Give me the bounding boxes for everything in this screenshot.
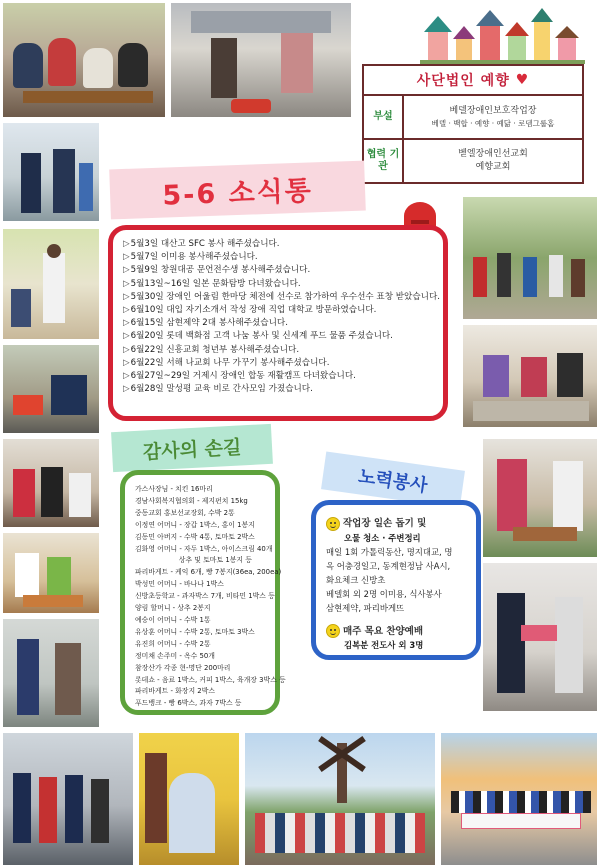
list-item: 김동민 아버지 - 수박 4통, 토마토 2박스 xyxy=(135,532,255,541)
photo-donation-ceremony xyxy=(482,562,598,712)
news-section-title: 5-6 소식통 xyxy=(109,161,366,220)
org-row-key: 부설 xyxy=(364,96,404,138)
list-item: 중동교회 홍보선교장회, 수박 2통 xyxy=(135,508,235,517)
news-list xyxy=(123,238,440,396)
volunteer-section xyxy=(326,515,470,615)
volunteer-line: 옥 어충경일고, 동계현정남 사A시, xyxy=(326,560,451,571)
photo-outdoor-trip xyxy=(462,196,598,320)
news-box xyxy=(108,225,448,421)
photo-indoor-meal xyxy=(2,438,100,528)
photo-cpr-training xyxy=(2,344,100,434)
list-item: 유상훈 어머니 - 수박 2통, 토마토 3박스 xyxy=(135,627,255,636)
list-item: 파리바게트 - 화장지 2박스 xyxy=(135,687,216,696)
smiley-icon xyxy=(326,624,340,638)
photo-workshop xyxy=(2,618,100,728)
list-item: 박성민 어머니 - 바나나 1박스 xyxy=(135,580,224,589)
volunteer-section-title: 노력봉사 xyxy=(321,451,465,508)
list-item: ▷5월7일 이미용 봉사해주셨습니다. xyxy=(123,252,258,263)
list-item: ▷6월22일 신흥교회 청년부 봉사해주셨습니다. xyxy=(123,344,300,355)
photo-work-table xyxy=(462,324,598,428)
list-item: 푸드뱅크 - 빵 6박스, 과자 7박스 등 xyxy=(135,699,242,708)
list-item: ▷6월15일 삼현제약 2대 봉사해주셨습니다. xyxy=(123,318,288,329)
organization-name: 사단법인 예향 xyxy=(416,73,510,89)
volunteer-line: 화요체크 신방초 xyxy=(326,574,386,585)
list-item: ▷6월22일 서해 나교회 나무 가꾸기 봉사해주셨습니다. xyxy=(123,357,330,368)
volunteer-heading: 매주 목요 찬양예배 xyxy=(343,625,424,637)
volunteer-line: 베델회 외 2명 이미용, 식사봉사 xyxy=(326,588,442,599)
volunteer-line: 매일 1회 가톨릭동산, 명지대교, 명 xyxy=(326,546,453,557)
org-row-affiliated xyxy=(364,96,582,140)
photo-ceremony-lineup xyxy=(2,732,134,866)
list-item: 롯데쇼 - 음료 1박스, 커피 1박스, 육개장 3박스 등 xyxy=(135,675,286,684)
photo-outdoor-group xyxy=(2,122,100,222)
list-item: 신방초등학교 - 과자박스 7개, 비타민 1박스 등 xyxy=(135,592,275,601)
list-item: ▷6월20일 롯데 백화점 고객 나눔 봉사 및 신세계 푸드 물품 주셨습니다. xyxy=(123,331,393,342)
photo-kitchen-cleaning xyxy=(170,2,352,118)
photo-volunteer-craft xyxy=(482,438,598,558)
volunteer-section xyxy=(326,623,470,653)
list-item: 상추 및 토마토 1봉지 등 xyxy=(135,556,252,565)
list-item: 이정연 어머니 - 장갑 1박스, 홍이 1봉지 xyxy=(135,520,255,529)
volunteer-heading: 작업장 일손 돕기 및 xyxy=(343,518,427,529)
photo-haircut-service xyxy=(138,732,240,866)
heart-icon: ♥ xyxy=(515,72,530,88)
list-item: 경남사회복지협의회 - 제지펀치 15kg xyxy=(135,496,248,505)
list-item: 양림 할머니 - 상추 2봉지 xyxy=(135,604,211,613)
list-item: 김화영 어머니 - 자두 1박스, 아이스크림 40개 xyxy=(135,544,273,553)
thanks-section-title: 감사의 손길 xyxy=(111,424,273,472)
list-item: 파리바게트 - 케익 6개, 빵 7봉지(36ea, 200ea) xyxy=(135,568,282,577)
photo-exercise-class xyxy=(2,228,100,340)
org-row-line: 베델장애인보호작업장 xyxy=(449,105,537,116)
list-item: 가스사장님 - 치킨 16마리 xyxy=(135,485,213,493)
photo-cooking-activity xyxy=(2,532,100,614)
volunteer-box xyxy=(311,500,481,660)
smiley-icon xyxy=(326,517,340,531)
volunteer-line: 삼현제약, 파리바게뜨 xyxy=(326,602,405,613)
thanks-list xyxy=(135,484,286,710)
photo-windmill-trip xyxy=(244,732,436,866)
list-item: 참장산가 각종 현-명단 200마리 xyxy=(135,663,231,672)
organization-title xyxy=(364,66,582,96)
list-item: 유진희 어머니 - 수박 2통 xyxy=(135,639,211,648)
list-item: ▷6월10일 대입 자기소개서 작성 장애 직업 대학교 방문하였습니다. xyxy=(123,305,377,316)
list-item: ▷5월3일 대산고 SFC 봉사 해주셨습니다. xyxy=(123,239,280,249)
org-row-line: 예향교회 xyxy=(475,162,511,172)
org-row-line: 베델 · 백합 · 예향 · 예닮 · 로뎀그룹홈 xyxy=(431,119,555,129)
list-item: ▷5월13일~16일 일본 문화탐방 다녀왔습니다. xyxy=(123,278,301,289)
photo-dining-group xyxy=(2,2,166,118)
org-row-partners xyxy=(364,140,582,182)
thanks-box xyxy=(120,470,286,715)
org-row-key: 협력 기관 xyxy=(364,140,404,182)
organization-info-box xyxy=(362,64,584,184)
list-item: ▷6월28일 말성평 교육 비로 간사모임 가졌습니다. xyxy=(123,384,313,395)
list-item: ▷5월9일 창원대공 문언전수생 봉사해주셨습니다. xyxy=(123,265,311,276)
list-item: 정미채 손주미 - 옥수 50개 xyxy=(135,651,215,660)
volunteer-line: 김복분 전도사 외 3명 xyxy=(344,640,424,650)
photo-group-banner xyxy=(440,732,598,866)
village-illustration xyxy=(420,8,585,64)
volunteer-line: 오물 청소 · 주변정리 xyxy=(344,532,421,543)
org-row-line: 벧엘장애인선교회 xyxy=(458,148,528,159)
list-item: ▷6월27일~29일 거제시 장애인 합동 재활캠프 다녀왔습니다. xyxy=(123,371,356,382)
list-item: ▷5월30일 장애인 어울림 한마당 체전에 선수로 참가하여 우수선수 표창 받았습니다. xyxy=(123,291,440,302)
list-item: 예승이 어머니 - 수박 1통 xyxy=(135,615,211,624)
